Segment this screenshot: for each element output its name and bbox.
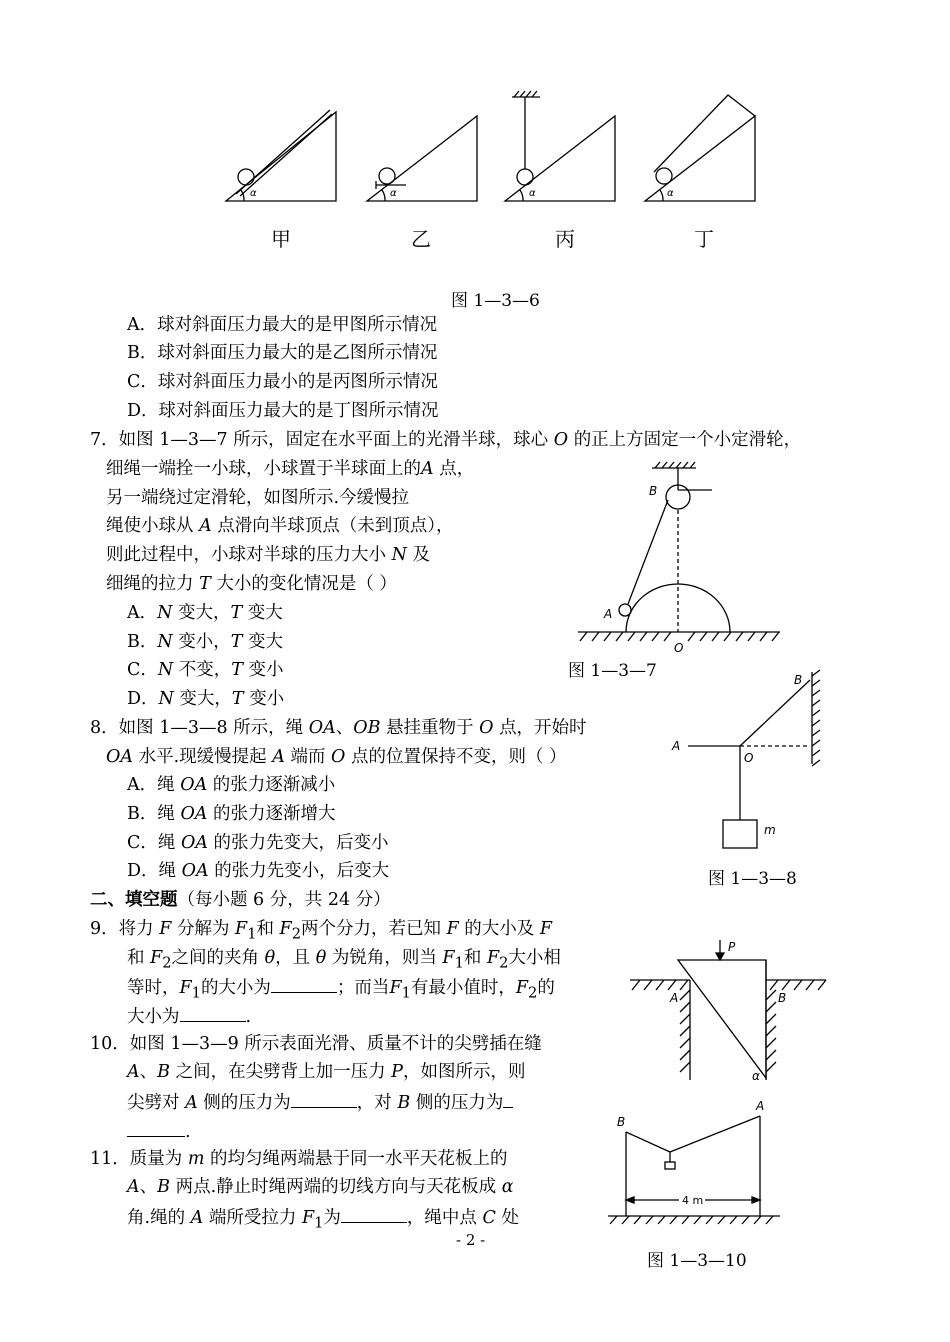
label-a-1-3-9: A <box>670 991 679 1005</box>
q6-option-d: D．球对斜面压力最大的是丁图所示情况 <box>127 401 439 421</box>
dim-arrow-left <box>626 1197 634 1203</box>
rope-left <box>626 1132 670 1152</box>
q11-line-2: A、B 两点.静止时绳两端的切线方向与天花板成 α <box>127 1177 514 1197</box>
q7-line-5: 则此过程中，小球对半球的压力大小 N 及 <box>106 545 430 565</box>
panel-label-ding: 丁 <box>694 227 714 251</box>
label-b-1-3-10: B <box>617 1115 626 1129</box>
q9-line-1: 9．将力 F 分解为 $F_1$和 $F_2$两个分力，若已知 F 的大小及 F <box>90 919 553 943</box>
label-b-1-3-8: B <box>794 673 803 687</box>
q7-line-2: 细绳一端拴一小球，小球置于半球面上的A 点， <box>106 459 475 479</box>
q8-option-b: B．绳 OA 的张力逐渐增大 <box>127 804 336 824</box>
label-o-1-3-7: O <box>674 641 684 655</box>
label-m-1-3-8: m <box>764 823 776 837</box>
q8-line-1: 8．如图 1—3—8 所示，绳 OA、OB 悬挂重物于 O 点，开始时 <box>90 718 587 738</box>
label-a-1-3-10: A <box>756 1099 765 1113</box>
caption-1-3-8: 图 1—3—8 <box>708 869 797 889</box>
q7-option-a: A．N 变大，T 变大 <box>127 603 283 623</box>
label-alpha-1-3-9: α <box>752 1069 760 1083</box>
q7-line-6: 细绳的拉力 T 大小的变化情况是（ ） <box>106 574 397 594</box>
q8-line-2: OA 水平.现缓慢提起 A 端而 O 点的位置保持不变，则（ ） <box>106 747 567 767</box>
rope-right <box>670 1116 760 1152</box>
angle-label-bing: α <box>529 188 536 199</box>
small-weight <box>665 1162 675 1169</box>
dim-arrow-right <box>752 1197 760 1203</box>
q9-line-3: 等时，$F_1$的大小为 ；而当$F_1$有最小值时，$F_2$的 <box>127 974 555 1006</box>
label-a-1-3-7: A <box>604 607 613 621</box>
q9-line-2: 和 $F_2$之间的夹角 θ，且 θ 为锐角，则当 $F_1$和 $F_2$大小相 <box>127 948 561 972</box>
panel-label-yi: 乙 <box>411 227 431 251</box>
q8-option-d: D．绳 OA 的张力先变小，后变大 <box>127 861 390 881</box>
panel-label-bing: 丙 <box>555 227 575 251</box>
q7-line-3: 另一端绕过定滑轮，如图所示.今缓慢拉 <box>106 488 410 508</box>
q11-line-3: 角.绳的 A 端所受拉力 $F_1$为 ，绳中点 C 处 <box>127 1204 519 1236</box>
label-dist-1-3-10: 4 m <box>682 1194 704 1207</box>
q10-line-2: A、B 之间，在尖劈背上加一压力 P，如图所示，则 <box>127 1062 526 1082</box>
q6-option-c: C．球对斜面压力最小的是丙图所示情况 <box>127 372 438 392</box>
label-a-1-3-8: A <box>672 739 681 753</box>
q6-option-b: B．球对斜面压力最大的是乙图所示情况 <box>127 343 438 363</box>
q8-option-c: C．绳 OA 的张力先变大，后变小 <box>127 833 389 853</box>
panel-label-jia: 甲 <box>271 227 291 251</box>
angle-label-yi: α <box>390 188 397 199</box>
angle-label-ding: α <box>667 188 674 199</box>
q10-line-3: 尖劈对 A 侧的压力为 ，对 B 侧的压力为 <box>127 1089 513 1115</box>
q7-line-4: 绳使小球从 A 点滑向半球顶点（未到顶点）， <box>106 516 454 536</box>
q10-line-4: . <box>127 1118 191 1144</box>
caption-1-3-7: 图 1—3—7 <box>568 661 657 681</box>
label-p-1-3-9: P <box>728 940 736 954</box>
caption-1-3-6: 图 1—3—6 <box>451 291 540 311</box>
q7-line-1: 7．如图 1—3—7 所示，固定在水平面上的光滑半球，球心 O 的正上方固定一个小定滑轮， <box>90 430 802 450</box>
q7-option-d: D．N 变大，T 变小 <box>127 689 285 709</box>
page-number: - 2 - <box>456 1231 486 1249</box>
q6-option-a: A．球对斜面压力最大的是甲图所示情况 <box>127 315 438 335</box>
label-b-1-3-7: B <box>649 484 658 498</box>
label-b-1-3-9: B <box>778 991 787 1005</box>
q7-option-b: B．N 变小，T 变大 <box>127 632 284 652</box>
q8-option-a: A．绳 OA 的张力逐渐减小 <box>127 775 336 795</box>
q11-line-1: 11．质量为 m 的均匀绳两端悬于同一水平天花板上的 <box>90 1149 508 1169</box>
caption-1-3-10: 图 1—3—10 <box>647 1251 747 1271</box>
section-2-heading: 二、填空题（每小题 6 分，共 24 分） <box>90 890 391 910</box>
q10-line-1: 10．如图 1—3—9 所示表面光滑、质量不计的尖劈插在缝 <box>90 1034 542 1054</box>
angle-label-jia: α <box>250 188 257 199</box>
ground-hatch-1-3-10 <box>610 1216 773 1224</box>
q7-option-c: C．N 不变，T 变小 <box>127 660 284 680</box>
q9-line-4: 大小为 . <box>127 1003 251 1029</box>
label-o-1-3-8: O <box>744 751 754 765</box>
